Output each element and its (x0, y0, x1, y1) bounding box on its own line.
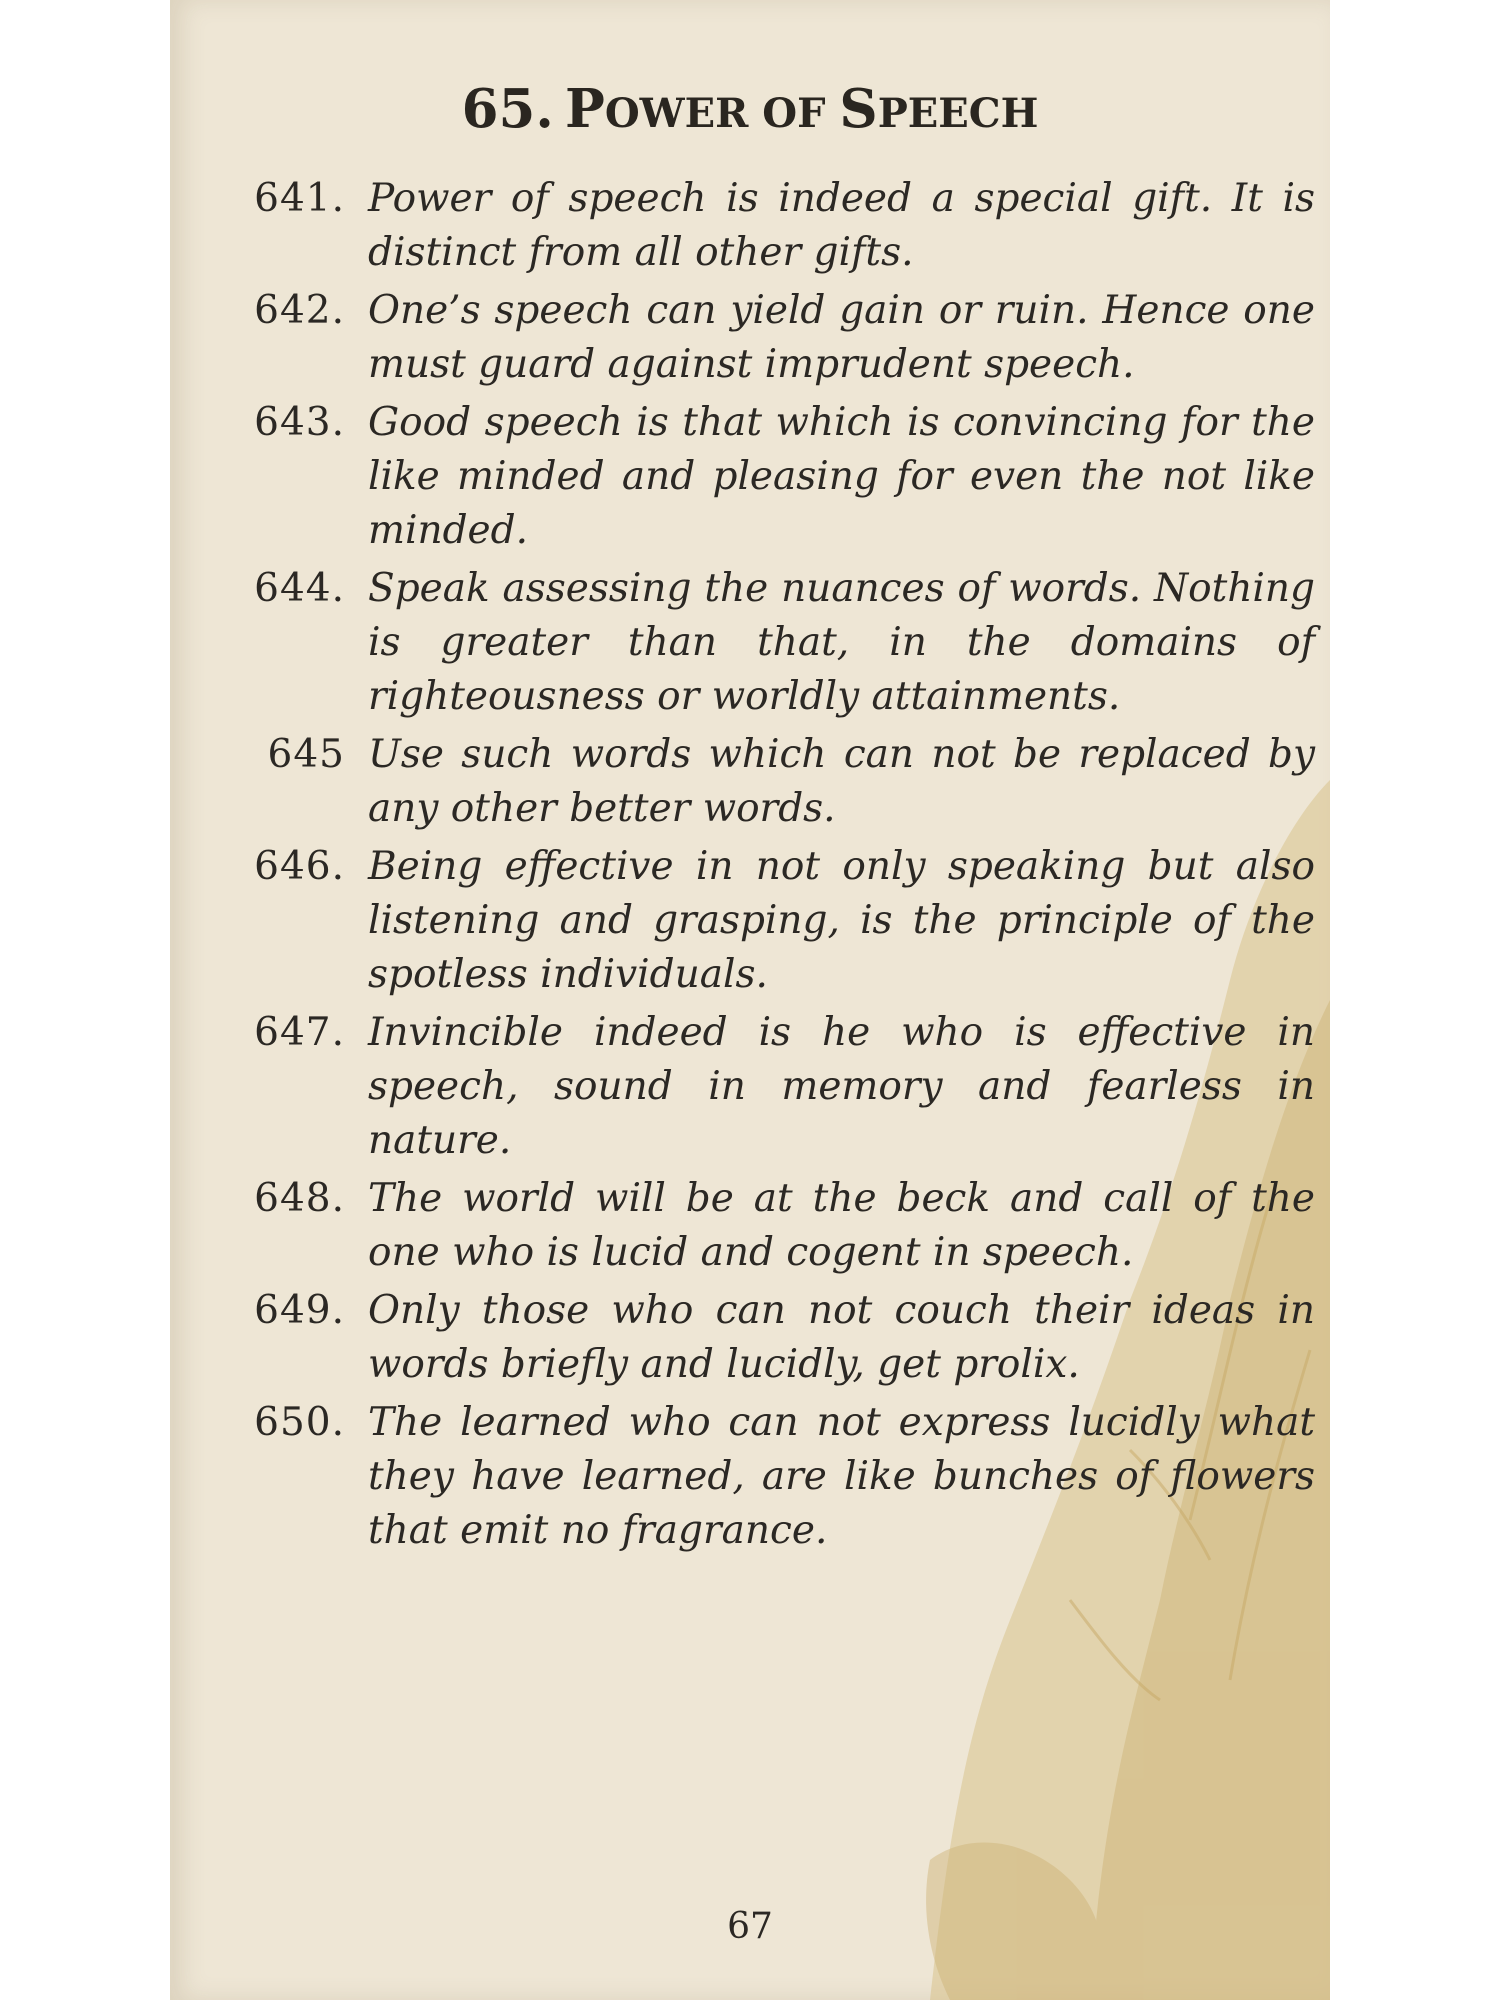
chapter-title-part: S (839, 78, 878, 140)
chapter-number: 65. (461, 78, 554, 140)
verse-number: 643. (254, 400, 345, 445)
verse-number: 644. (254, 566, 345, 611)
verse-list (220, 172, 1315, 1562)
book-page (170, 0, 1330, 2000)
verse-item (220, 172, 1315, 280)
verse-text: Being effective in not only speaking but also listening and grasping, is the principle of the spotless individuals. (368, 844, 1315, 997)
verse-text: Use such words which can not be replaced by any other better words. (368, 732, 1315, 831)
page-number: 67 (727, 1906, 773, 1947)
verse-number: 641. (254, 176, 345, 221)
verse-item (220, 396, 1315, 558)
verse-text: Power of speech is indeed a special gift. It is distinct from all other gifts. (368, 176, 1315, 275)
verse-item (220, 1172, 1315, 1280)
verse-number: 642. (254, 288, 345, 333)
chapter-title-part: OWER OF (604, 90, 840, 137)
verse-item (220, 728, 1315, 836)
verse-number: 647. (254, 1010, 345, 1055)
chapter-title-part: P (564, 78, 605, 140)
chapter-title-part: PEECH (877, 90, 1039, 137)
verse-item (220, 1006, 1315, 1168)
verse-number: 650. (254, 1400, 345, 1445)
verse-number: 646. (254, 844, 345, 889)
verse-text: Speak assessing the nuances of words. Nothing is greater than that, in the domains of righteousness or worldly attainments. (368, 566, 1315, 719)
verse-item (220, 840, 1315, 1002)
verse-text: The learned who can not express lucidly what they have learned, are like bunches of flowers that emit no fragrance. (368, 1400, 1315, 1553)
verse-number: 649. (254, 1288, 345, 1333)
verse-number: 648. (254, 1176, 345, 1221)
verse-number: 645 (267, 732, 345, 777)
verse-item (220, 1284, 1315, 1392)
verse-item (220, 284, 1315, 392)
chapter-title (170, 78, 1330, 140)
verse-text: The world will be at the beck and call of the one who is lucid and cogent in speech. (368, 1176, 1315, 1275)
verse-text: Good speech is that which is convincing for the like minded and pleasing for even the not like minded. (368, 400, 1315, 553)
verse-item (220, 562, 1315, 724)
verse-item (220, 1396, 1315, 1558)
verse-text: Invincible indeed is he who is effective in speech, sound in memory and fearless in nature. (368, 1010, 1315, 1163)
verse-text: One’s speech can yield gain or ruin. Hence one must guard against imprudent speech. (368, 288, 1315, 387)
verse-text: Only those who can not couch their ideas in words briefly and lucidly, get prolix. (368, 1288, 1315, 1387)
